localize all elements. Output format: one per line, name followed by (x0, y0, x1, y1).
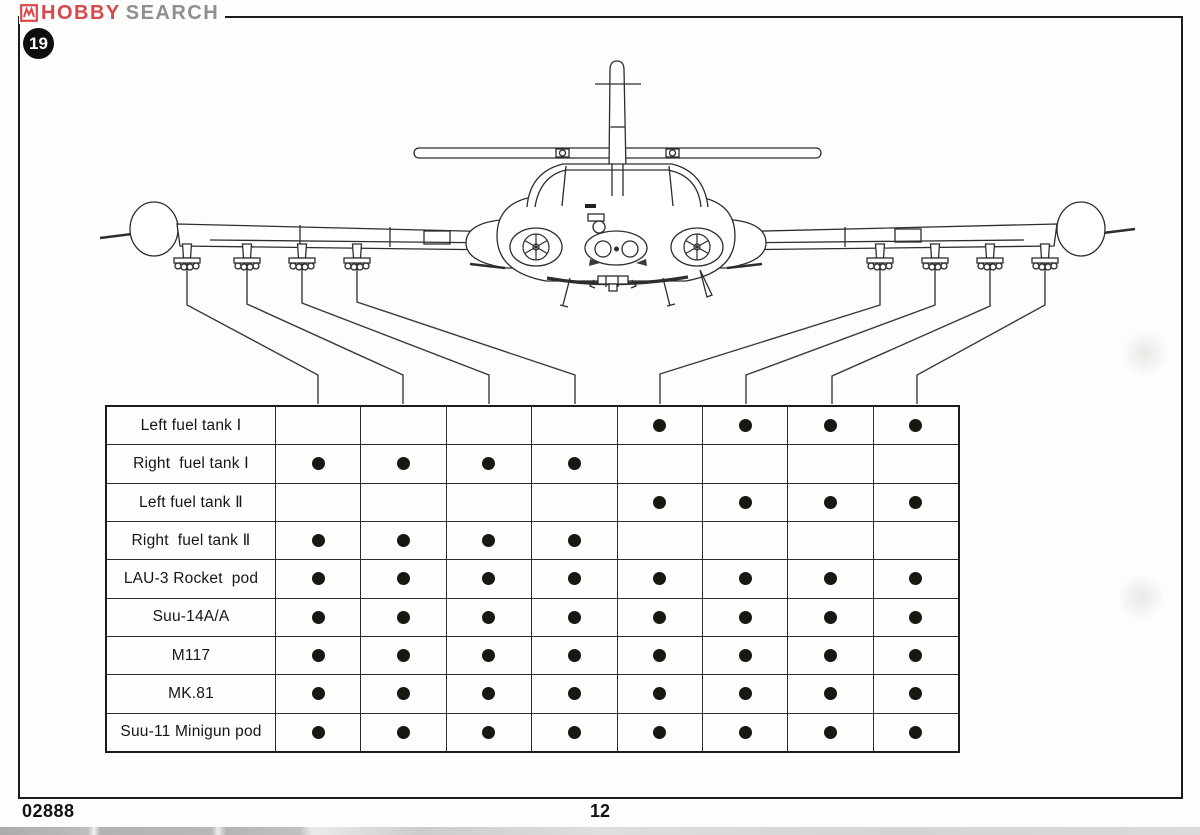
compatibility-dot (312, 649, 325, 662)
row-label: Suu-11 Minigun pod (120, 723, 262, 741)
table-row (107, 483, 958, 521)
right-wing (722, 224, 1057, 250)
compatibility-cell (617, 484, 702, 521)
fuselage (466, 164, 766, 284)
compatibility-cell (787, 407, 872, 444)
compatibility-dot (482, 649, 495, 662)
compatibility-cell (702, 714, 787, 751)
compatibility-dot (312, 572, 325, 585)
left-wing (177, 224, 505, 250)
compatibility-dot (482, 687, 495, 700)
compatibility-cell (275, 714, 360, 751)
compatibility-dot (739, 496, 752, 509)
compatibility-dot (739, 572, 752, 585)
compatibility-dot (482, 572, 495, 585)
compatibility-cell (702, 484, 787, 521)
compatibility-dot (824, 726, 837, 739)
row-label: Right fuel tank Ⅱ (131, 532, 251, 550)
compatibility-cell (873, 714, 958, 751)
compatibility-cell (360, 714, 445, 751)
compatibility-cell (873, 407, 958, 444)
compatibility-dot (909, 572, 922, 585)
compatibility-cell (275, 407, 360, 444)
compatibility-dot (739, 419, 752, 432)
compatibility-dot (653, 611, 666, 624)
row-label: Left fuel tank Ⅱ (139, 493, 243, 511)
stores-table (105, 405, 960, 753)
compatibility-cell (873, 637, 958, 674)
compatibility-cell (360, 445, 445, 482)
compatibility-cell (531, 675, 616, 712)
hobby-search-logo-icon (20, 4, 38, 22)
compatibility-dot (653, 496, 666, 509)
compatibility-dot (482, 726, 495, 739)
compatibility-dot (653, 726, 666, 739)
compatibility-cell (446, 560, 531, 597)
compatibility-dot (312, 611, 325, 624)
compatibility-cell (531, 522, 616, 559)
compatibility-dot (482, 457, 495, 470)
compatibility-cell (702, 445, 787, 482)
right-tip-tank (1057, 202, 1105, 256)
compatibility-dot (568, 457, 581, 470)
compatibility-cell (275, 637, 360, 674)
row-label: MK.81 (168, 684, 214, 702)
compatibility-dot (312, 687, 325, 700)
table-row (107, 674, 958, 712)
compatibility-cell (275, 675, 360, 712)
compatibility-cell (275, 599, 360, 636)
compatibility-cell (617, 522, 702, 559)
compatibility-dot (739, 687, 752, 700)
brand-word-hobby: HOBBY (41, 2, 121, 24)
compatibility-cell (617, 714, 702, 751)
compatibility-cell (360, 675, 445, 712)
compatibility-cell (873, 599, 958, 636)
hobby-search-watermark (19, 2, 225, 24)
compatibility-dot (824, 687, 837, 700)
compatibility-cell (446, 599, 531, 636)
compatibility-cell (531, 599, 616, 636)
compatibility-cell (360, 637, 445, 674)
left-pitot-boom (100, 234, 132, 238)
compatibility-cell (787, 714, 872, 751)
compatibility-cell (360, 522, 445, 559)
compatibility-cell (873, 484, 958, 521)
compatibility-dot (909, 496, 922, 509)
compatibility-cell (531, 637, 616, 674)
compatibility-dot (482, 534, 495, 547)
compatibility-cell (531, 484, 616, 521)
compatibility-dot (653, 649, 666, 662)
compatibility-dot (824, 649, 837, 662)
compatibility-dot (568, 726, 581, 739)
compatibility-cell (617, 560, 702, 597)
compatibility-cell (275, 522, 360, 559)
compatibility-cell (360, 599, 445, 636)
compatibility-dot (568, 534, 581, 547)
compatibility-cell (275, 560, 360, 597)
compatibility-dot (312, 457, 325, 470)
compatibility-cell (702, 407, 787, 444)
kit-number: 02888 (22, 801, 75, 821)
compatibility-cell (617, 407, 702, 444)
step-number-badge (23, 28, 54, 59)
row-label: Left fuel tank Ⅰ (140, 417, 242, 435)
compatibility-dot (312, 726, 325, 739)
compatibility-cell (702, 637, 787, 674)
compatibility-cell (702, 560, 787, 597)
compatibility-dot (397, 534, 410, 547)
compatibility-dot (824, 611, 837, 624)
compatibility-cell (617, 445, 702, 482)
row-label: Suu-14A/A (152, 608, 230, 626)
page-number: 12 (589, 801, 611, 821)
scan-edge-artifact (0, 827, 1200, 835)
table-row (107, 521, 958, 559)
brand-word-search: SEARCH (125, 2, 220, 24)
compatibility-cell (702, 522, 787, 559)
compatibility-cell (702, 675, 787, 712)
table-row (107, 598, 958, 636)
compatibility-dot (653, 687, 666, 700)
compatibility-cell (787, 522, 872, 559)
table-row (107, 559, 958, 597)
compatibility-cell (446, 407, 531, 444)
compatibility-cell (446, 522, 531, 559)
compatibility-dot (397, 649, 410, 662)
compatibility-dot (568, 649, 581, 662)
compatibility-dot (824, 496, 837, 509)
compatibility-dot (909, 687, 922, 700)
leader-lines (187, 272, 1045, 404)
compatibility-dot (568, 687, 581, 700)
compatibility-cell (787, 675, 872, 712)
compatibility-cell (617, 675, 702, 712)
row-label: Right fuel tank Ⅰ (133, 455, 249, 473)
compatibility-cell (787, 560, 872, 597)
compatibility-cell (873, 675, 958, 712)
compatibility-cell (446, 445, 531, 482)
compatibility-dot (909, 419, 922, 432)
compatibility-dot (653, 419, 666, 432)
compatibility-dot (739, 649, 752, 662)
table-row (107, 636, 958, 674)
compatibility-dot (909, 611, 922, 624)
compatibility-cell (787, 484, 872, 521)
step-number: 19 (29, 33, 48, 53)
compatibility-dot (739, 726, 752, 739)
compatibility-cell (787, 637, 872, 674)
compatibility-dot (909, 649, 922, 662)
table-row (107, 713, 958, 751)
compatibility-cell (787, 445, 872, 482)
compatibility-dot (397, 611, 410, 624)
compatibility-dot (397, 726, 410, 739)
compatibility-dot (482, 611, 495, 624)
compatibility-dot (824, 419, 837, 432)
compatibility-cell (446, 637, 531, 674)
compatibility-cell (873, 445, 958, 482)
compatibility-dot (653, 572, 666, 585)
compatibility-cell (873, 560, 958, 597)
compatibility-cell (617, 599, 702, 636)
right-pitot-boom (1103, 229, 1135, 233)
row-label: M117 (171, 646, 211, 664)
compatibility-cell (873, 522, 958, 559)
compatibility-dot (568, 611, 581, 624)
compatibility-cell (360, 407, 445, 444)
compatibility-cell (531, 714, 616, 751)
compatibility-cell (360, 560, 445, 597)
compatibility-dot (909, 726, 922, 739)
table-row (107, 407, 958, 444)
compatibility-dot (739, 611, 752, 624)
compatibility-dot (397, 572, 410, 585)
compatibility-cell (702, 599, 787, 636)
compatibility-cell (787, 599, 872, 636)
compatibility-cell (531, 407, 616, 444)
compatibility-cell (360, 484, 445, 521)
compatibility-cell (446, 714, 531, 751)
compatibility-dot (568, 572, 581, 585)
compatibility-cell (531, 445, 616, 482)
row-label: LAU-3 Rocket pod (123, 569, 259, 587)
compatibility-cell (275, 484, 360, 521)
compatibility-dot (312, 534, 325, 547)
compatibility-dot (397, 457, 410, 470)
compatibility-cell (275, 445, 360, 482)
compatibility-dot (397, 687, 410, 700)
compatibility-cell (446, 675, 531, 712)
left-tip-tank (130, 202, 178, 256)
table-row (107, 444, 958, 482)
compatibility-dot (824, 572, 837, 585)
compatibility-cell (531, 560, 616, 597)
compatibility-cell (446, 484, 531, 521)
compatibility-cell (617, 637, 702, 674)
